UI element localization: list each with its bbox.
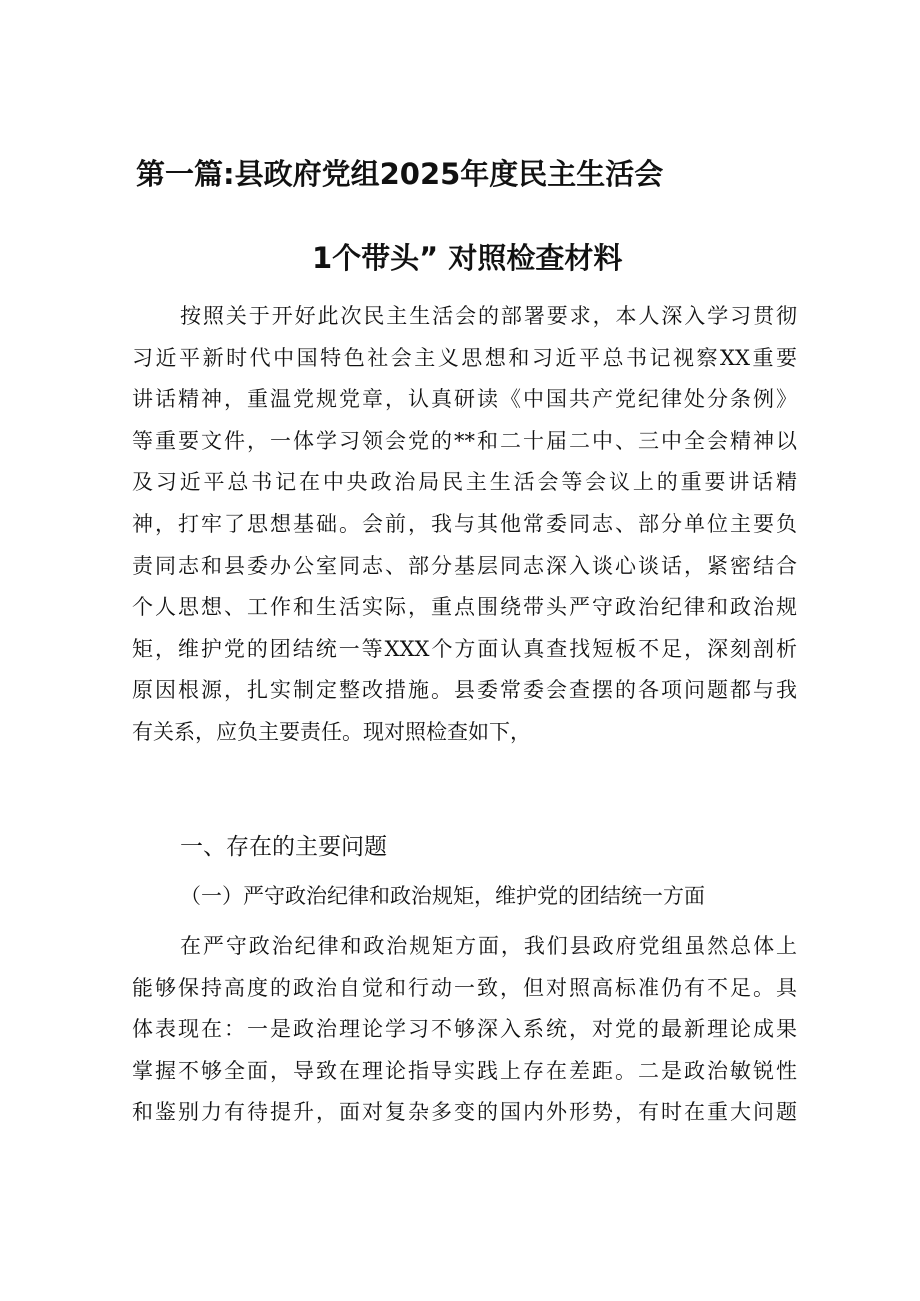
paragraph-line: 等重要文件，一体学习领会党的**和二十届二中、三中全会精神以 (132, 428, 797, 453)
paragraph-line: 讲话精神，重温党规党章，认真研读《中国共产党纪律处分条例》 (132, 387, 797, 412)
paragraph-line: 体表现在：一是政治理论学习不够深入系统，对党的最新理论成果 (132, 1017, 797, 1042)
paragraph-line: 及习近平总书记在中央政治局民主生活会等会议上的重要讲话精 (132, 470, 797, 495)
document-title-line-2: 1个带头” 对照检查材料 (312, 241, 623, 275)
paragraph-line: 按照关于开好此次民主生活会的部署要求，本人深入学习贯彻 (180, 304, 797, 328)
section-paragraph (132, 926, 797, 1134)
paragraph-line: 能够保持高度的政治自觉和行动一致，但对照高标准仍有不足。具 (132, 975, 797, 1000)
paragraph-line: 在严守政治纪律和政治规矩方面，我们县政府党组虽然总体上 (180, 934, 797, 958)
paragraph-line: 原因根源，扎实制定整改措施。县委常委会查摆的各项问题都与我 (132, 678, 797, 703)
paragraph-line: 个人思想、工作和生活实际，重点围绕带头严守政治纪律和政治规 (132, 595, 797, 620)
section-heading: 一、存在的主要问题 (180, 834, 387, 860)
intro-paragraph (132, 296, 797, 754)
paragraph-line: 有关系，应负主要责任。现对照检查如下， (132, 719, 531, 744)
paragraph-line: 矩，维护党的团结统一等XXX个方面认真查找短板不足，深刻剖析 (132, 636, 797, 661)
paragraph-line: 习近平新时代中国特色社会主义思想和习近平总书记视察XX重要 (132, 345, 797, 370)
paragraph-line: 掌握不够全面，导致在理论指导实践上存在差距。二是政治敏锐性 (132, 1058, 797, 1083)
paragraph-line: 和鉴别力有待提升，面对复杂多变的国内外形势，有时在重大问题 (132, 1100, 797, 1125)
section-subheading: （一）严守政治纪律和政治规矩，维护党的团结统一方面 (180, 884, 705, 908)
document-title-line-1: 第一篇:县政府党组2025年度民主生活会 (136, 157, 664, 191)
paragraph-line: 神，打牢了思想基础。会前，我与其他常委同志、部分单位主要负 (132, 511, 797, 536)
paragraph-line: 责同志和县委办公室同志、部分基层同志深入谈心谈话，紧密结合 (132, 553, 797, 578)
